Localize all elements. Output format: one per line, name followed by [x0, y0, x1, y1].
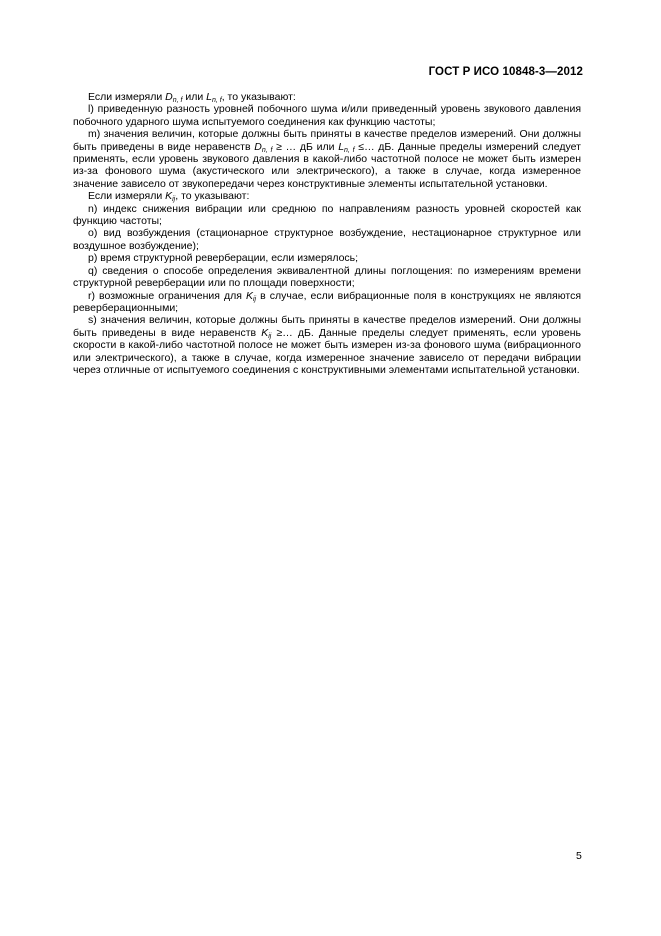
paragraph-intro-kij: [73, 190, 581, 202]
text: в случае, если вибрационные поля в конструкциях не являются реверберационными;: [73, 289, 581, 314]
subscript: n, f: [211, 97, 222, 104]
subscript: ij: [172, 196, 176, 204]
text: Если измеряли: [88, 91, 166, 103]
text: ≤… дБ. Данные пределы измерений следует применять, если уровень звукового давления в какой-либо частотной полосе не может быть измерен из-за фонового шума (акустического или электрического), а также в случае, когда измеренное значение зависело от звукопередачи через конструктивные элементы испытательной установки.: [73, 140, 581, 190]
page-number: 5: [576, 850, 582, 862]
list-item-m: [73, 128, 581, 190]
document-body: [73, 91, 581, 376]
symbol-k: K: [165, 190, 173, 203]
list-item-q: q) сведения о способе определения эквивалентной длины поглощения: по измерениям времени структурной реверберации или по площади поверхности;: [73, 264, 581, 290]
symbol-k: K: [261, 326, 269, 339]
symbol-l: L: [338, 140, 345, 153]
list-item-r: [73, 290, 581, 315]
list-item-p: p) время структурной реверберации, если измерялось;: [88, 252, 359, 265]
list-item-o: o) вид возбуждения (стационарное структурное возбуждение, нестационарное структурное или воздушное возбуждение);: [73, 227, 581, 252]
list-item-l: l) приведенную разность уровней побочного шума и/или приведенный уровень звукового давления побочного ударного шума испытуемого соединения как функцию частоты;: [73, 103, 581, 128]
text: r) возможные ограничения для: [88, 289, 246, 302]
subscript: ij: [268, 332, 272, 340]
text: или: [182, 91, 207, 103]
text: , то указывают:: [221, 91, 296, 103]
subscript: n, f: [172, 97, 183, 104]
subscript: n, f: [344, 146, 355, 154]
symbol-d: D: [254, 140, 262, 153]
paragraph-intro-dnf-lnf: [73, 91, 581, 103]
list-item-n: n) индекс снижения вибрации или среднюю по направлениям разность уровней скоростей как функцию частоты;: [73, 202, 581, 228]
subscript: n, f: [261, 146, 273, 154]
symbol-d: D: [165, 91, 173, 103]
text: , то указывают:: [175, 190, 250, 203]
subscript: ij: [252, 295, 257, 303]
text: s) значения величин, которые должны быть приняты в качестве пределов измерений. Они должны быть приведены в виде неравенств: [73, 314, 581, 339]
text: ≥… дБ. Данные пределы следует применять, если уровень скорости в какой-либо частотной полосе не может быть измерен из-за фонового шума (вибрационного или электрического), а также в случае, когда измеренное значение зависело от передачи вибрации через отличные от испытуемого соединения с конструктивными элементами испытательной установки.: [73, 326, 581, 376]
symbol-l: L: [206, 91, 212, 103]
text: Если измеряли: [88, 190, 166, 203]
document-header: ГОСТ Р ИСО 10848-3—2012: [428, 66, 583, 78]
symbol-k: K: [245, 289, 253, 302]
text: m) значения величин, которые должны быть приняты в качестве пределов измерений. Они должны быть приведены в виде неравенств: [73, 128, 581, 153]
list-item-s: [73, 314, 581, 376]
text: ≥ … дБ или: [272, 140, 339, 153]
